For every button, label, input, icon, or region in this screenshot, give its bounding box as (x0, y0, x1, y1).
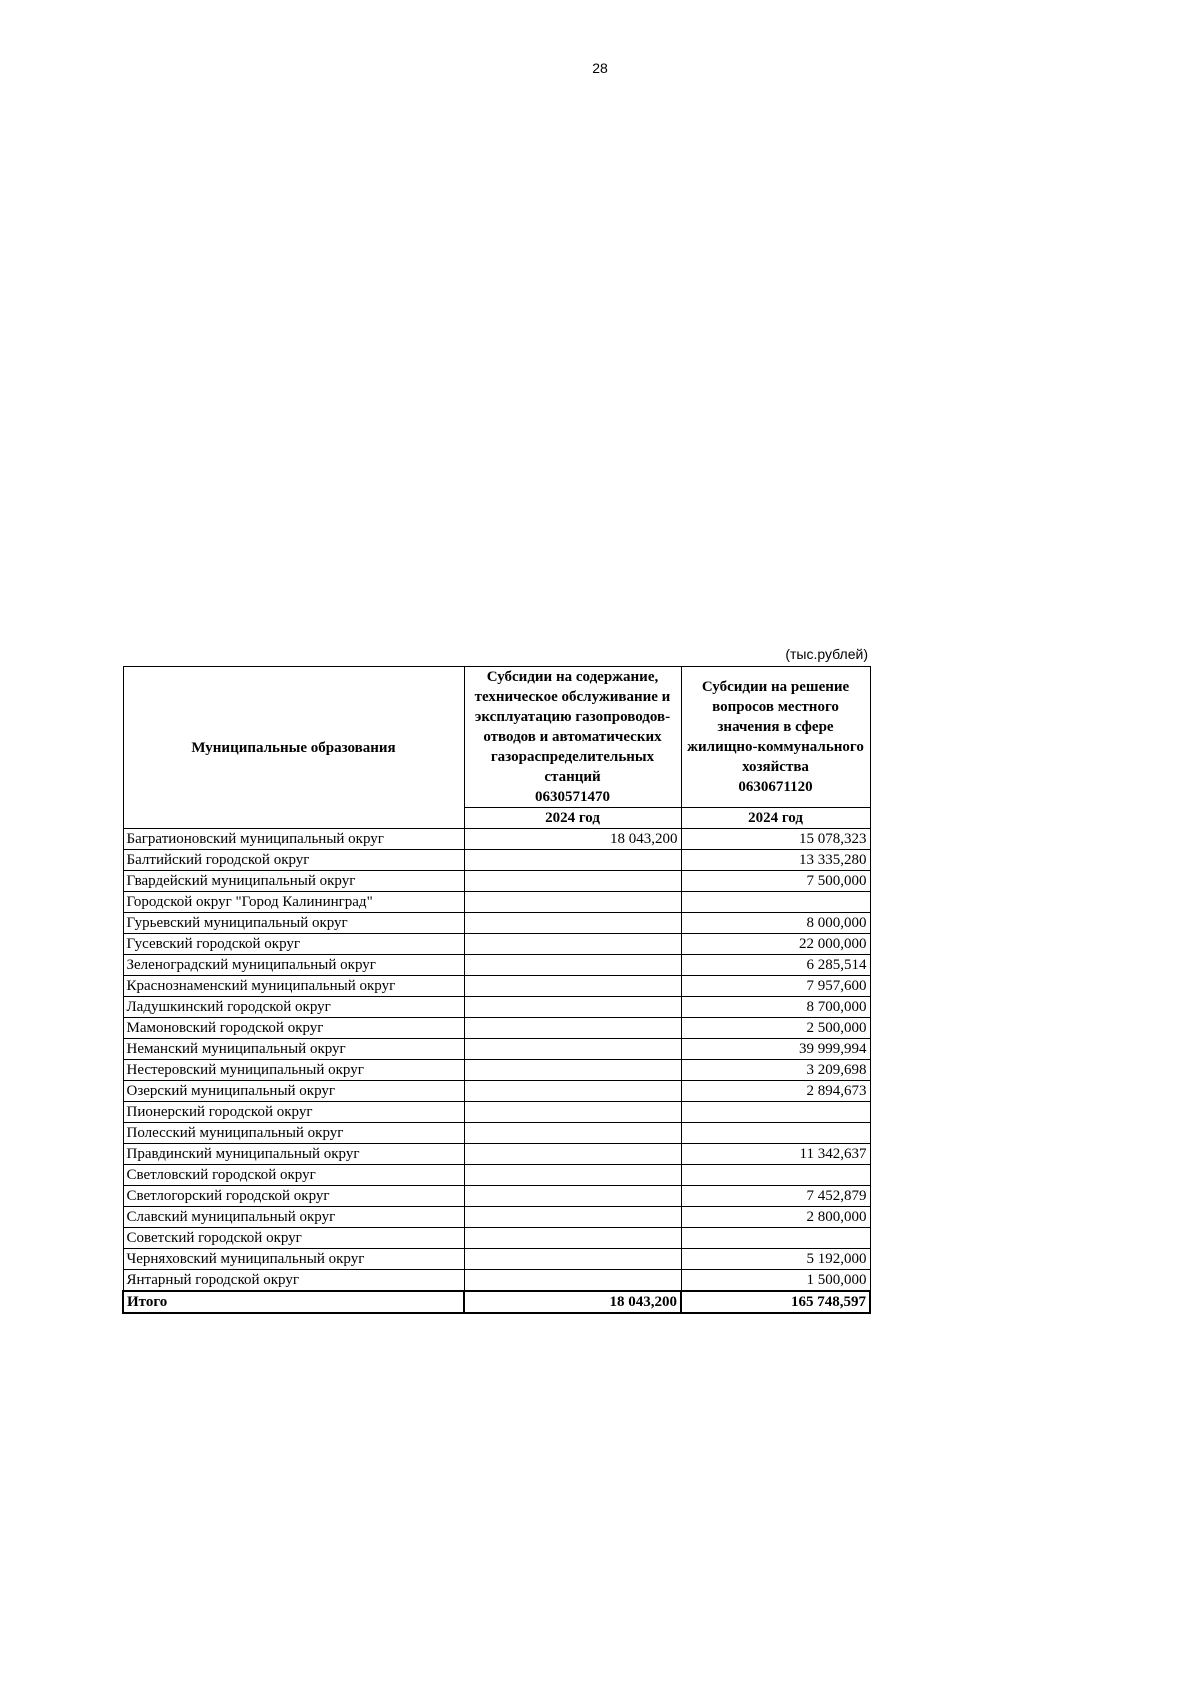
row-col2: 7 957,600 (681, 976, 870, 997)
header-col2 (681, 667, 870, 808)
row-name: Правдинский муниципальный округ (123, 1144, 464, 1165)
row-col2 (681, 1102, 870, 1123)
table-row (123, 892, 870, 913)
row-col2: 6 285,514 (681, 955, 870, 976)
row-name: Городской округ "Город Калининград" (123, 892, 464, 913)
table-row (123, 913, 870, 934)
row-name: Мамоновский городской округ (123, 1018, 464, 1039)
table-row (123, 850, 870, 871)
row-col1 (464, 871, 681, 892)
table-row (123, 1081, 870, 1102)
row-name: Балтийский городской округ (123, 850, 464, 871)
table-row (123, 871, 870, 892)
row-col1 (464, 976, 681, 997)
row-col2: 11 342,637 (681, 1144, 870, 1165)
row-col2: 2 800,000 (681, 1207, 870, 1228)
table-row (123, 1039, 870, 1060)
row-col2: 3 209,698 (681, 1060, 870, 1081)
row-col1 (464, 1060, 681, 1081)
row-name: Пионерский городской округ (123, 1102, 464, 1123)
row-col2: 5 192,000 (681, 1249, 870, 1270)
row-col1 (464, 934, 681, 955)
table-row (123, 1207, 870, 1228)
table-row (123, 1186, 870, 1207)
table-row (123, 1060, 870, 1081)
row-col1 (464, 913, 681, 934)
row-col1 (464, 1228, 681, 1249)
row-name: Гурьевский муниципальный округ (123, 913, 464, 934)
page-number: 28 (592, 60, 608, 76)
row-col1 (464, 1018, 681, 1039)
row-col2: 1 500,000 (681, 1270, 870, 1292)
row-col2: 7 500,000 (681, 871, 870, 892)
table-row (123, 955, 870, 976)
header-col2-code: 0630671120 (738, 779, 813, 795)
table-row (123, 1018, 870, 1039)
row-col1 (464, 955, 681, 976)
total-col1: 18 043,200 (464, 1291, 681, 1313)
row-name: Гвардейский муниципальный округ (123, 871, 464, 892)
row-col2 (681, 1123, 870, 1144)
row-col2 (681, 1165, 870, 1186)
row-name: Ладушкинский городской округ (123, 997, 464, 1018)
row-col2: 2 500,000 (681, 1018, 870, 1039)
header-col1-title: Субсидии на содержание, техническое обслуживание и эксплуатацию газопроводов-отводов и автоматических газораспределительных станций (474, 669, 671, 785)
row-col2: 2 894,673 (681, 1081, 870, 1102)
row-name: Светлогорский городской округ (123, 1186, 464, 1207)
header-col1 (464, 667, 681, 808)
total-label: Итого (123, 1291, 464, 1313)
row-col1: 18 043,200 (464, 829, 681, 850)
total-row (123, 1291, 870, 1313)
row-name: Краснознаменский муниципальный округ (123, 976, 464, 997)
row-name: Озерский муниципальный округ (123, 1081, 464, 1102)
row-col1 (464, 1207, 681, 1228)
row-col2 (681, 892, 870, 913)
row-col1 (464, 1186, 681, 1207)
row-col1 (464, 1270, 681, 1292)
header-col1-code: 0630571470 (535, 789, 610, 805)
row-col1 (464, 892, 681, 913)
year-col2: 2024 год (681, 808, 870, 829)
table-row (123, 1165, 870, 1186)
row-col1 (464, 997, 681, 1018)
table-row (123, 829, 870, 850)
table-row (123, 1228, 870, 1249)
row-name: Славский муниципальный округ (123, 1207, 464, 1228)
year-col1: 2024 год (464, 808, 681, 829)
row-col2: 13 335,280 (681, 850, 870, 871)
row-name: Гусевский городской округ (123, 934, 464, 955)
row-col2 (681, 1228, 870, 1249)
table-row (123, 976, 870, 997)
row-col1 (464, 1102, 681, 1123)
units-label: (тыс.рублей) (785, 646, 868, 662)
row-col1 (464, 1144, 681, 1165)
row-name: Светловский городской округ (123, 1165, 464, 1186)
row-col1 (464, 1123, 681, 1144)
subsidies-table (122, 666, 871, 1314)
table-row (123, 1249, 870, 1270)
row-col2: 15 078,323 (681, 829, 870, 850)
table-row (123, 1102, 870, 1123)
row-name: Зеленоградский муниципальный округ (123, 955, 464, 976)
row-name: Черняховский муниципальный округ (123, 1249, 464, 1270)
row-name: Полесский муниципальный округ (123, 1123, 464, 1144)
row-name: Нестеровский муниципальный округ (123, 1060, 464, 1081)
row-col2: 8 000,000 (681, 913, 870, 934)
row-name: Неманский муниципальный округ (123, 1039, 464, 1060)
row-col1 (464, 850, 681, 871)
row-col1 (464, 1039, 681, 1060)
table-row (123, 1270, 870, 1292)
row-col1 (464, 1081, 681, 1102)
total-col2: 165 748,597 (681, 1291, 870, 1313)
table-row (123, 934, 870, 955)
row-col2: 22 000,000 (681, 934, 870, 955)
row-name: Багратионовский муниципальный округ (123, 829, 464, 850)
row-name: Янтарный городской округ (123, 1270, 464, 1292)
table-row (123, 1123, 870, 1144)
row-col1 (464, 1165, 681, 1186)
header-municipal: Муниципальные образования (123, 667, 464, 829)
row-col2: 39 999,994 (681, 1039, 870, 1060)
row-col1 (464, 1249, 681, 1270)
row-col2: 8 700,000 (681, 997, 870, 1018)
header-col2-title: Субсидии на решение вопросов местного значения в сфере жилищно-коммунального хозяйства (687, 679, 864, 775)
row-col2: 7 452,879 (681, 1186, 870, 1207)
table-row (123, 997, 870, 1018)
table-row (123, 1144, 870, 1165)
row-name: Советский городской округ (123, 1228, 464, 1249)
